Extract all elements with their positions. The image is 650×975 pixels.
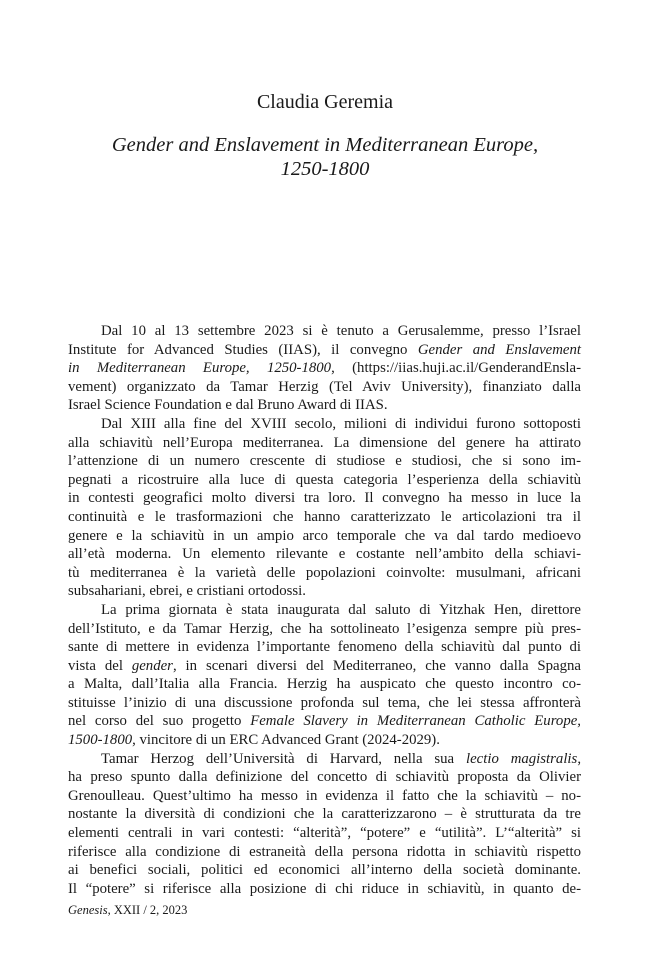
italic-text: Female Slavery in Mediterranean Catholic Europe,	[250, 713, 581, 730]
text-run: ha preso spunto dalla definizione del concetto di schiavitù proposta da Olivier	[68, 769, 581, 786]
text-line	[68, 601, 581, 620]
text-run: vement) organizzato da Tamar Herzig (Tel Aviv University), finanziato dalla	[68, 378, 581, 395]
italic-text: gender	[131, 657, 173, 674]
text-run: tù mediterranea è la varietà delle popolazioni coinvolte: musulmani, africani	[68, 564, 581, 581]
text-run: , (https://iias.huji.ac.il/GenderandEnsla-	[331, 360, 582, 377]
text-line	[68, 805, 581, 824]
text-run: nel corso del suo progetto	[68, 713, 251, 730]
author-name: Claudia Geremia	[256, 91, 394, 113]
text-run: Israel Science Foundation e dal Bruno Award di IIAS.	[68, 397, 388, 414]
text-line	[68, 638, 581, 657]
text-run: alla schiavitù nell’Europa mediterranea. La dimensione del genere ha attirato	[68, 434, 581, 451]
text-run: , in scenari diversi del Mediterraneo, che vanno dalla Spagna	[172, 657, 581, 674]
article-title	[0, 133, 650, 181]
text-line	[68, 824, 581, 843]
text-run: ,	[577, 750, 582, 767]
italic-text: lectio magistralis	[465, 750, 578, 767]
paragraph	[68, 750, 581, 899]
text-run: in contesti geografici molto diversi tra loro. Il convegno ha messo in luce la	[68, 490, 581, 507]
text-run: dell’Istituto, e da Tamar Herzig, che ha sottolineato l’esigenza sempre più pres-	[68, 620, 581, 637]
text-line	[68, 396, 581, 415]
text-line	[68, 620, 581, 639]
text-line	[68, 527, 581, 546]
text-line	[68, 694, 581, 713]
text-run: vista del	[68, 657, 132, 674]
article-title-line-2: 1250-1800	[280, 158, 370, 180]
text-run: continuità e le trasformazioni che hanno caratterizzato le articolazioni tra il	[68, 508, 581, 525]
journal-name: Genesis	[68, 903, 108, 917]
text-line	[68, 675, 581, 694]
text-run: genere e la schiavitù in un ampio arco temporale che va dal tardo medioevo	[68, 527, 581, 544]
italic-text: Gender and Enslavement	[417, 341, 581, 358]
text-run: Institute for Advanced Studies (IIAS), il convegno	[68, 341, 418, 358]
body-text	[68, 322, 581, 898]
text-line	[68, 712, 581, 731]
text-run: riferisce alla condizione di estraneità della persona ridotta in schiavitù rispetto	[68, 843, 581, 860]
text-line	[68, 545, 581, 564]
text-line	[68, 322, 581, 341]
journal-footer	[68, 902, 187, 918]
text-line	[68, 582, 581, 601]
paragraph	[68, 415, 581, 601]
italic-text: 1500-1800	[68, 732, 133, 749]
text-run: Il “potere” si riferisce alla posizione di chi riduce in schiavitù, in quanto de-	[68, 880, 581, 897]
italic-text: in Mediterranean Europe, 1250-1800	[68, 360, 332, 377]
text-line	[68, 452, 581, 471]
text-run: Dal 10 al 13 settembre 2023 si è tenuto a Gerusalemme, presso l’Israel	[101, 323, 581, 339]
text-line	[68, 471, 581, 490]
text-line	[68, 843, 581, 862]
text-run: l’attenzione di un numero crescente di studiose e studiosi, che si sono im-	[68, 453, 581, 470]
text-run: ai benefici sociali, politici ed economici all’interno della società dominante.	[68, 862, 581, 879]
text-line	[68, 768, 581, 787]
text-line	[68, 657, 581, 676]
text-run: elementi centrali in vari contesti: “alterità”, “potere” e “utilità”. L’“alterità” si	[68, 825, 581, 842]
text-line	[68, 434, 581, 453]
paragraph	[68, 322, 581, 415]
text-line	[68, 880, 581, 899]
text-line	[68, 341, 581, 360]
text-run: Dal XIII alla fine del XVIII secolo, milioni di individui furono sottoposti	[101, 415, 581, 432]
text-line	[68, 861, 581, 880]
text-run: Tamar Herzog dell’Università di Harvard, nella sua	[101, 750, 466, 767]
article-title-line-1: Gender and Enslavement in Mediterranean Europe,	[111, 134, 539, 156]
text-run: , vincitore di un ERC Advanced Grant (2024-2029).	[132, 732, 440, 749]
text-run: pegnati a ricostruire alla luce di questa categoria l’esperienza della schiavitù	[68, 471, 581, 488]
text-run: subsahariani, ebrei, e cristiani ortodossi.	[68, 583, 306, 600]
text-line	[68, 415, 581, 434]
text-line	[68, 359, 581, 378]
text-line	[68, 508, 581, 527]
text-run: stituisse l’inizio di una discussione profonda sul tema, che lei stessa affronterà	[68, 694, 581, 711]
journal-issue: , XXII / 2, 2023	[107, 903, 188, 917]
text-run: sante di mettere in evidenza l’importante fenomeno della schiavitù dal punto di	[68, 639, 581, 656]
text-run: nostante la diversità di condizioni che la caratterizzarono – è strutturata da tre	[68, 806, 581, 823]
text-line	[68, 731, 581, 750]
paragraph	[68, 601, 581, 750]
text-line	[68, 564, 581, 583]
text-line	[68, 750, 581, 769]
text-run: all’età moderna. Un elemento rilevante e costante nell’ambito della schiavi-	[68, 546, 581, 563]
text-line	[68, 378, 581, 397]
text-run: Grenoulleau. Quest’ultimo ha messo in evidenza il fatto che la schiavitù – no-	[68, 787, 581, 804]
text-run: a Malta, dall’Italia alla Francia. Herzig ha auspicato che questo incontro co-	[68, 676, 581, 693]
text-run: La prima giornata è stata inaugurata dal saluto di Yitzhak Hen, direttore	[101, 601, 581, 618]
text-line	[68, 489, 581, 508]
text-line	[68, 787, 581, 806]
